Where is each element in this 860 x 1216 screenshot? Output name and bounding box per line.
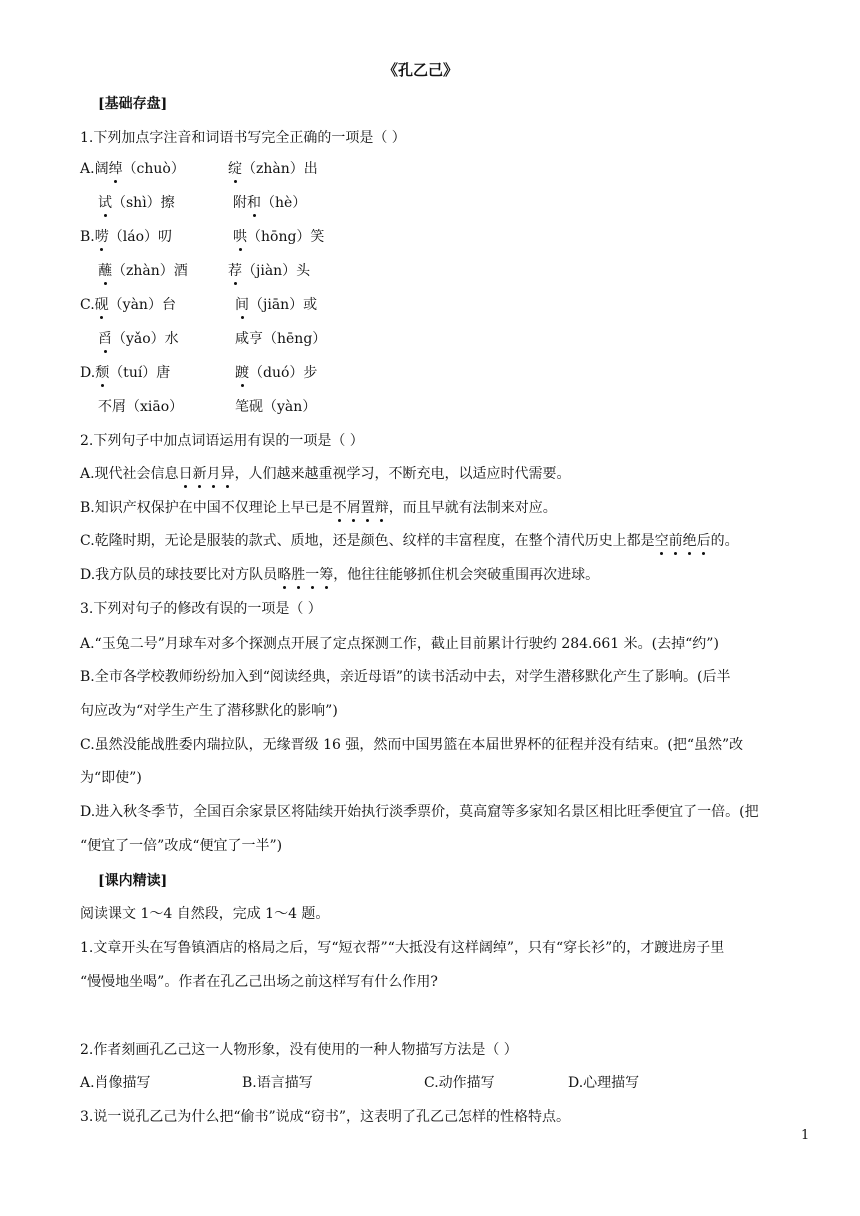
reading-q1-line2: “慢慢地坐喝”。作者在孔乙己出场之前这样写有什么作用?: [80, 974, 438, 990]
sentence-text: D.我方队员的球技要比对方队员: [80, 567, 278, 583]
dotted-char: 置: [360, 500, 375, 516]
word: 附: [233, 195, 247, 211]
dotted-char: 辩: [374, 500, 389, 516]
q1-option-a-word4: [233, 193, 306, 213]
q3-option-b-line2: 句应改为“对学生产生了潜移默化的影响”): [80, 703, 338, 719]
dotted-char: 日: [178, 466, 193, 482]
question-1-stem: 1.下列加点字注音和词语书写完全正确的一项是（ ）: [80, 130, 406, 146]
dotted-char: 踱: [235, 365, 249, 381]
q3-option-b-line1: B.全市各学校教师纷纷加入到“阅读经典，亲近母语”的读书活动中去，对学生潜移默化产生了影响。(后半: [80, 669, 731, 685]
q1-option-c-word4: [235, 329, 326, 349]
dotted-char: 绰: [108, 161, 123, 177]
dotted-char: 哄: [233, 229, 247, 245]
pinyin: （zhàn）酒: [112, 263, 188, 279]
reading-q1-line1: 1.文章开头在写鲁镇酒店的格局之后，写“短衣帮”“大抵没有这样阔绰”，只有“穿长衫”的，才踱进房子里: [80, 940, 725, 956]
pinyin: （yàn）台: [108, 297, 176, 313]
sentence-text: A.现代社会信息: [80, 466, 179, 482]
q3-option-c-line1: C.虽然没能战胜委内瑞拉队，无缘晋级 16 强，然而中国男篮在本届世界杯的征程并没有结束。(把“虽然”改: [80, 737, 744, 753]
q3-option-d-line1: D.进入秋冬季节，全国百余家景区将陆续开始执行淡季票价，莫高窟等多家知名景区相比旺季便宜了一倍。(把: [80, 804, 759, 820]
reading-q2-option-c: C.动作描写: [424, 1075, 495, 1091]
q3-option-d-line2: “便宜了一倍”改成“便宜了一半”): [80, 838, 283, 854]
question-2-stem: 2.下列句子中加点词语运用有误的一项是（ ）: [80, 433, 364, 449]
q3-option-a: A.“玉兔二号”月球车对多个探测点开展了定点探测工作，截止目前累计行驶约 284.661 米。(去掉“约”): [80, 636, 719, 652]
dotted-phrase: [277, 567, 333, 583]
dotted-char: 不: [332, 500, 347, 516]
sentence-text: C.乾隆时期，无论是服装的款式、质地，还是颜色、纹样的丰富程度，在整个清代历史上都是: [80, 533, 655, 549]
dotted-char: 蘸: [98, 263, 112, 279]
word: 不屑: [98, 399, 126, 415]
dotted-char: 唠: [94, 229, 109, 245]
dotted-char: 略: [277, 567, 292, 583]
document-title: 《孔乙己》: [383, 61, 459, 79]
pinyin: （hēng）: [263, 331, 327, 347]
word: 阔: [94, 161, 109, 177]
dotted-char: 荐: [228, 263, 242, 279]
page-number: 1: [801, 1128, 810, 1143]
dotted-char: 舀: [98, 331, 112, 347]
dotted-char: 异: [220, 466, 235, 482]
q1-option-a-word2: [228, 159, 318, 179]
option-label: B.: [80, 229, 95, 245]
q2-option-a: [80, 464, 571, 484]
pinyin: （jiàn）头: [242, 263, 311, 279]
sentence-text: ，他往往能够抓住机会突破重围再次进球。: [333, 567, 600, 583]
pinyin: （láo）叨: [108, 229, 173, 245]
reading-q2-option-d: D.心理描写: [568, 1075, 640, 1091]
sentence-text: ，人们越来越重视学习，不断充电，以适应时代需要。: [234, 466, 571, 482]
q1-option-c-line2: [98, 329, 179, 349]
q2-option-d: [80, 565, 599, 585]
pinyin: （hè）: [261, 195, 307, 211]
pinyin: （xiāo）: [126, 399, 184, 415]
reading-intro: 阅读课文 1～4 自然段，完成 1～4 题。: [80, 906, 330, 922]
q1-option-a-line1: [80, 159, 185, 179]
pinyin: （yàn）: [263, 399, 317, 415]
dotted-char: 胜: [291, 567, 306, 583]
q1-option-b-word2: [233, 227, 324, 247]
q1-option-d-line2: [98, 397, 183, 417]
q1-option-d-word4: [235, 397, 316, 417]
reading-q2-option-b: B.语言描写: [242, 1075, 313, 1091]
reading-q2-option-a: A.肖像描写: [80, 1075, 151, 1091]
dotted-char: 绽: [228, 161, 242, 177]
q2-option-c: [80, 531, 739, 551]
section-heading-reading: [课内精读]: [98, 873, 168, 889]
q1-option-d-line1: [80, 363, 170, 383]
dotted-char: 试: [98, 195, 112, 211]
reading-q3: 3.说一说孔乙己为什么把“偷书”说成“窃书”，这表明了孔乙己怎样的性格特点。: [80, 1109, 570, 1125]
dotted-char: 和: [247, 195, 261, 211]
pinyin: （chuò）: [122, 161, 185, 177]
dotted-char: 绝: [682, 533, 697, 549]
option-label: C.: [80, 297, 95, 313]
dotted-phrase: [179, 466, 235, 482]
sentence-text: 的。: [710, 533, 739, 549]
pinyin: （yǎo）水: [112, 331, 179, 347]
dotted-char: 空: [654, 533, 669, 549]
pinyin: （hōng）笑: [247, 229, 325, 245]
dotted-char: 屑: [346, 500, 361, 516]
word: 笔砚: [235, 399, 263, 415]
option-label: A.: [80, 161, 95, 177]
q1-option-c-line1: [80, 295, 176, 315]
word: 咸亨: [235, 331, 263, 347]
q1-option-b-word4: [228, 261, 310, 281]
dotted-char: 前: [668, 533, 683, 549]
dotted-char: 新: [192, 466, 207, 482]
dotted-phrase: [655, 533, 711, 549]
q1-option-c-word2: [235, 295, 317, 315]
pinyin: （duó）步: [249, 365, 318, 381]
reading-q2-stem: 2.作者刻画孔乙己这一人物形象，没有使用的一种人物描写方法是（ ）: [80, 1042, 518, 1058]
dotted-char: 一: [305, 567, 320, 583]
pinyin: （shì）擦: [112, 195, 175, 211]
sentence-text: ，而且早就有法制来对应。: [388, 500, 557, 516]
option-label: D.: [80, 365, 96, 381]
dotted-char: 月: [206, 466, 221, 482]
section-heading-basics: [基础存盘]: [98, 96, 168, 112]
q1-option-a-line2: [98, 193, 175, 213]
dotted-char: 砚: [94, 297, 109, 313]
q1-option-b-line1: [80, 227, 172, 247]
q1-option-b-line2: [98, 261, 188, 281]
dotted-char: 颓: [95, 365, 110, 381]
pinyin: （zhàn）出: [242, 161, 318, 177]
q3-option-c-line2: 为“即使”): [80, 770, 142, 786]
sentence-text: B.知识产权保护在中国不仅理论上早已是: [80, 500, 333, 516]
dotted-phrase: [333, 500, 389, 516]
pinyin: （tuí）唐: [109, 365, 171, 381]
q2-option-b: [80, 498, 557, 518]
dotted-char: 间: [235, 297, 249, 313]
pinyin: （jiān）或: [249, 297, 318, 313]
dotted-char: 后: [696, 533, 711, 549]
q1-option-d-word2: [235, 363, 317, 383]
question-3-stem: 3.下列对句子的修改有误的一项是（ ）: [80, 601, 322, 617]
dotted-char: 筹: [319, 567, 334, 583]
